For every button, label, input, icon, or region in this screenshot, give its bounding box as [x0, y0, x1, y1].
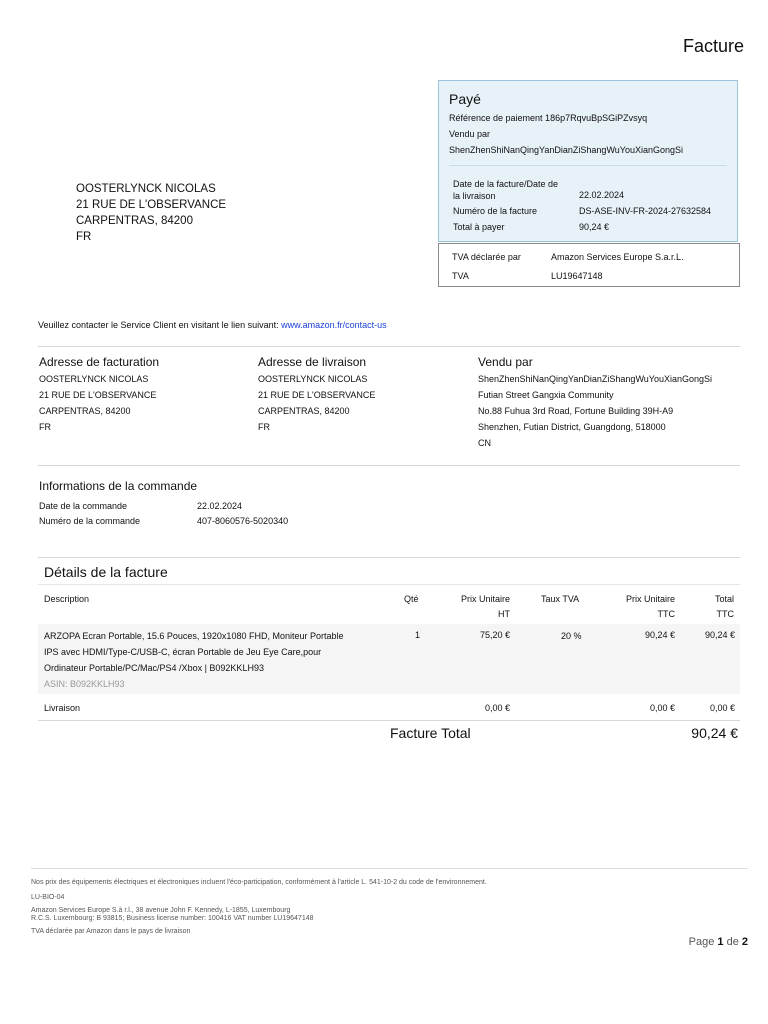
invoice-total-value: 90,24 €: [691, 725, 738, 741]
divider: [38, 465, 740, 466]
shipping-address: [258, 354, 375, 435]
payment-summary-box: [438, 80, 738, 242]
shipping-total: 0,00 €: [709, 703, 735, 713]
col-description: Description: [44, 594, 90, 604]
col-total-line2: TTC: [716, 609, 734, 619]
billing-address: [39, 354, 159, 435]
invoice-number-value: DS-ASE-INV-FR-2024-27632584: [579, 206, 712, 216]
divider: [31, 868, 748, 869]
order-date-label: Date de la commande: [39, 501, 128, 511]
order-date-value: 22.02.2024: [197, 501, 243, 511]
invoice-date-label: [453, 178, 558, 202]
contact-line: [38, 320, 387, 330]
item-description: [44, 628, 389, 692]
billing-line: 21 RUE DE L'OBSERVANCE: [39, 390, 157, 400]
sold-by-label: Vendu par: [449, 129, 491, 139]
total-due-label: Total à payer: [453, 222, 505, 232]
sold-by-value: ShenZhenShiNanQingYanDianZiShangWuYouXianGongSi: [449, 145, 683, 155]
footer-company-line: Amazon Services Europe S.à r.l., 38 avenue John F. Kennedy, L-1855, Luxembourg: [31, 907, 291, 914]
order-number-label: Numéro de la commande: [39, 516, 141, 526]
tva-declared-label: TVA déclarée par: [452, 252, 521, 262]
page-total: 2: [741, 936, 748, 948]
shipping-line: 21 RUE DE L'OBSERVANCE: [258, 390, 376, 400]
page-indicator: [689, 936, 748, 948]
tva-declared-value: Amazon Services Europe S.a.r.L.: [551, 252, 684, 262]
billing-heading: Adresse de facturation: [39, 355, 160, 369]
divider: [449, 165, 727, 166]
footer-code: LU-BIO-04: [31, 894, 65, 901]
seller-heading: Vendu par: [478, 355, 533, 369]
recipient-address: [76, 181, 226, 245]
billing-line: FR: [39, 422, 51, 432]
shipping-line: OOSTERLYNCK NICOLAS: [258, 374, 368, 384]
seller-line: CN: [478, 438, 491, 448]
footer-company-line: R.C.S. Luxembourg: B 93815; Business license number: 100416 VAT number LU19647148: [31, 915, 314, 922]
divider: [38, 720, 740, 721]
seller-address: [478, 354, 740, 451]
contact-link[interactable]: www.amazon.fr/contact-us: [281, 320, 387, 330]
invoice-date-label-line2: la livraison: [453, 191, 496, 201]
seller-line: No.88 Fuhua 3rd Road, Fortune Building 39H-A9: [478, 406, 674, 416]
divider: [38, 346, 740, 347]
invoice-details-heading: Détails de la facture: [44, 564, 168, 580]
invoice-date-label-line1: Date de la facture/Date de: [453, 179, 559, 189]
document-title: Facture: [682, 36, 744, 56]
col-qty: Qté: [404, 594, 419, 604]
divider: [38, 557, 740, 558]
shipping-row-label: Livraison: [44, 703, 81, 713]
col-unit-ttc: [626, 592, 675, 622]
seller-line: Futian Street Gangxia Community: [478, 390, 614, 400]
col-unit-ht-line2: HT: [498, 609, 510, 619]
seller-line: ShenZhenShiNanQingYanDianZiShangWuYouXianGongSi: [478, 374, 712, 384]
recipient-city: CARPENTRAS, 84200: [76, 215, 193, 227]
col-unit-ttc-line2: TTC: [657, 609, 675, 619]
item-desc-line: ARZOPA Ecran Portable, 15.6 Pouces, 1920x1080 FHD, Moniteur Portable: [44, 631, 344, 641]
footer-tva-note: TVA déclarée par Amazon dans le pays de livraison: [31, 928, 191, 935]
col-unit-ttc-line1: Prix Unitaire: [625, 594, 675, 604]
invoice-number-label: Numéro de la facture: [453, 206, 538, 216]
tva-box: [438, 243, 740, 287]
invoice-date-value: 22.02.2024: [579, 190, 625, 200]
billing-line: CARPENTRAS, 84200: [39, 406, 131, 416]
divider: [38, 584, 740, 585]
order-info-heading: Informations de la commande: [39, 479, 198, 493]
item-tva: 20 %: [561, 631, 582, 641]
payment-reference: Référence de paiement 186p7RqvuBpSGiPZvsyq: [449, 113, 648, 123]
page-label: Page: [688, 936, 718, 948]
col-total: [715, 592, 734, 622]
payment-status: Payé: [449, 91, 481, 107]
col-unit-ht-line1: Prix Unitaire: [460, 594, 510, 604]
shipping-line: CARPENTRAS, 84200: [258, 406, 350, 416]
recipient-country: FR: [76, 231, 92, 243]
page-of: de: [723, 936, 742, 948]
col-total-line1: Total: [714, 594, 734, 604]
col-tva: Taux TVA: [541, 594, 580, 604]
item-asin: ASIN: B092KKLH93: [44, 679, 125, 689]
shipping-unit-ht: 0,00 €: [484, 703, 510, 713]
recipient-street: 21 RUE DE L'OBSERVANCE: [76, 199, 227, 211]
order-number-value: 407-8060576-5020340: [197, 516, 289, 526]
tva-label: TVA: [452, 271, 469, 281]
col-unit-ht: [461, 592, 510, 622]
shipping-heading: Adresse de livraison: [258, 355, 367, 369]
item-unit-ttc: 90,24 €: [644, 630, 675, 640]
page-current: 1: [717, 936, 724, 948]
total-due-value: 90,24 €: [579, 222, 610, 232]
tva-value: LU19647148: [551, 271, 603, 281]
shipping-unit-ttc: 0,00 €: [649, 703, 675, 713]
item-qty: 1: [415, 630, 421, 640]
invoice-total-label: Facture Total: [390, 725, 471, 741]
contact-text: Veuillez contacter le Service Client en visitant le lien suivant:: [38, 320, 282, 330]
recipient-name: OOSTERLYNCK NICOLAS: [76, 183, 216, 195]
footer-company: [31, 907, 314, 923]
shipping-line: FR: [258, 422, 270, 432]
item-unit-ht: 75,20 €: [479, 630, 510, 640]
billing-line: OOSTERLYNCK NICOLAS: [39, 374, 149, 384]
seller-line: Shenzhen, Futian District, Guangdong, 518000: [478, 422, 666, 432]
item-desc-line: IPS avec HDMI/Type-C/USB-C, écran Portable de Jeu Eye Care,pour: [44, 647, 322, 657]
footer-eco-note: Nos prix des équipements électriques et électroniques incluent l'éco-participation, conformément à l'article L. 541-10-2 du code de l'environnement.: [31, 879, 487, 886]
item-total: 90,24 €: [704, 630, 735, 640]
item-desc-line: Ordinateur Portable/PC/Mac/PS4 /Xbox | B092KKLH93: [44, 663, 264, 673]
